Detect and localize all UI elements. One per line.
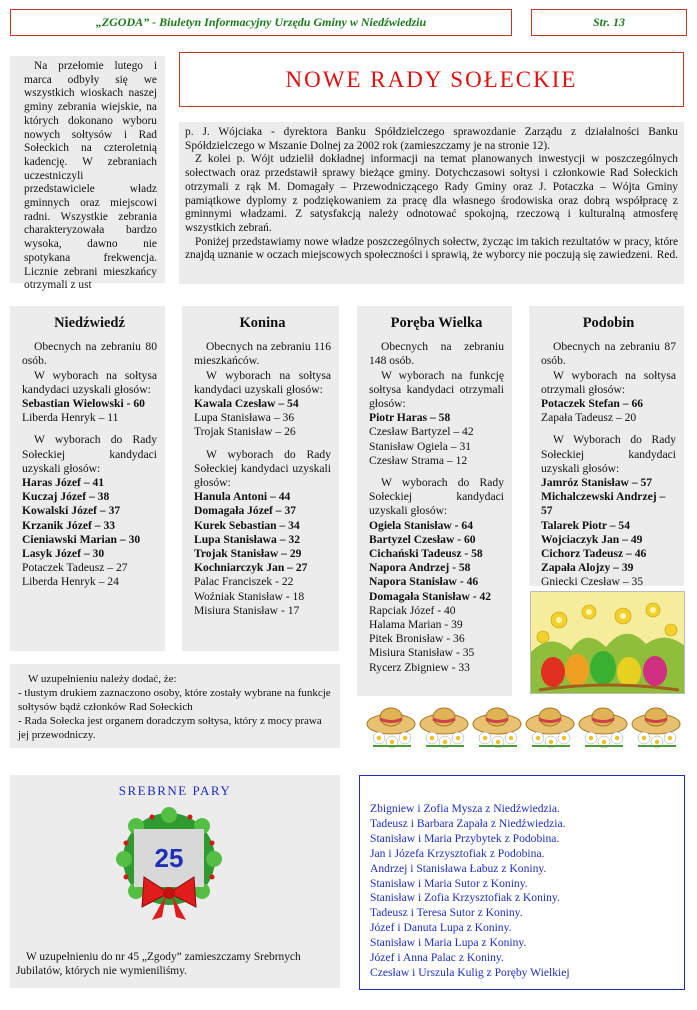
intro-text: Na przełomie lutego i marca odbyły się we wszystkich wioskach naszej gminy zebrania wiejskie, na których dokonano wyboru nowych sołtysów i Rad Sołeckich na czteroletnią kadencję. W zebraniach uczestniczyli przedstawiciele władz gminnych oraz miejscowi radni. Wszystkie zebrania charakteryzowała bardzo wysoka, dawno nie spotykana frekwencja. Licznie zebrani mieszkańcy otrzymali z ust [24,60,157,292]
council-candidate: Ogiela Stanisław - 64 [369,518,474,532]
couple-item: Stanisław i Maria Sutor z Koniny. [370,876,528,890]
header-title-box [10,9,512,36]
council-candidate: Gniecki Czesław – 35 [541,575,644,589]
article-title: NOWE RADY SOŁECKIE [285,66,578,92]
village-name: Niedźwiedź [54,315,125,331]
council-candidate: Bartyzel Czesław - 60 [369,532,476,546]
council-candidate: Napora Andrzej - 58 [369,561,471,575]
easter-eggs-image [530,591,685,694]
council-candidate: Haras Józef – 41 [22,476,105,490]
soltys-candidate: Piotr Haras – 58 [369,411,451,425]
lead-paragraph: Poniżej przedstawiamy nowe władze poszczególnych sołectw, życząc im takich rezultatów w pracy, które znajdą uznanie w oczach miejscowych społeczności i sprawią, że wyborcy nie poczują się zawiedzeni. [185,235,678,262]
spacer [369,468,504,476]
wreath-image [104,807,234,922]
supplement-note [10,664,340,748]
intro-panel [10,56,165,292]
lead-panel [179,122,684,284]
header-title: „ZGODA” - Biuletyn Informacyjny Urzędu Gminy w Niedźwiedziu [95,15,427,29]
council-candidate: Kowalski Józef – 37 [22,504,121,518]
spacer [541,425,676,433]
soltys-candidate: Czesław Bartyzel – 42 [369,425,474,439]
couple-item: Andrzej i Stanisława Łabuz z Koniny. [370,861,547,875]
couples-list [359,775,685,990]
page-number: Str. 13 [592,15,625,29]
council-candidate: Domagała Stanisław - 42 [369,589,492,603]
council-candidate: Talarek Piotr – 54 [541,518,630,532]
soltys-candidate: Czesław Strama – 12 [369,453,468,467]
council-candidate: Jamróz Stanisław – 57 [541,476,653,490]
attendance-text: Obecnych na zebraniu 87 osób. [541,340,676,368]
village-name: Poręba Wielka [390,315,483,331]
council-vote-intro: W Wyborach do Rady Sołeckiej kandydaci uzyskali głosów: [541,433,676,475]
attendance-text: Obecnych na zebraniu 80 osób. [22,340,157,368]
council-candidate: Kuczaj Józef – 38 [22,490,110,504]
council-vote-intro: W wyborach do Rady Sołeckiej kandydaci uzyskali głosów: [194,447,331,490]
silver-couples-panel [10,775,340,988]
couple-item: Tadeusz i Teresa Sutor z Koniny. [370,906,523,920]
council-candidate: Cieniawski Marian – 30 [22,532,141,546]
soltys-candidate: Sebastian Wielowski - 60 [22,397,145,411]
couple-item: Stanisław i Zofia Krzysztofiak z Koniny. [370,891,560,905]
wreath-number: 25 [154,842,184,873]
couple-item: Stanisław i Maria Lupa z Koniny. [370,936,527,950]
note-line: - Rada Sołecka jest organem doradczym sołtysa, który z mocy prawa jej przewodniczy. [18,715,322,741]
council-candidate: Kurek Sebastian – 34 [194,518,300,532]
village-column [182,306,339,651]
council-candidate: Wojciaczyk Jan – 49 [541,532,643,546]
soltys-candidate: Lupa Stanisława – 36 [194,411,295,425]
council-candidate: Misiura Stanisław - 35 [369,646,475,660]
lead-paragraph: p. J. Wójciaka - dyrektora Banku Spółdzielczego sprawozdanie Zarządu z działalności Banku Spółdzielczego w Mszanie Dolnej za 2002 rok (zamieszczamy je na stronie 12). [185,126,678,152]
couple-item: Tadeusz i Barbara Zapała z Niedźwiedzia. [370,816,566,830]
council-candidate: Trojak Stanisław – 29 [194,547,302,561]
soltys-candidate: Trojak Stanisław – 26 [194,425,296,439]
couple-item: Zbigniew i Zofia Mysza z Niedźwiedzia. [370,802,560,815]
soltys-candidate: Kawala Czesław – 54 [194,397,299,411]
council-vote-intro: W wyborach do Rady Sołeckiej kandydaci uzyskali głosów: [369,476,504,518]
council-candidate: Domagała Józef – 37 [194,504,297,518]
soltys-vote-intro: W wyborach na sołtysa kandydaci uzyskali głosów: [22,368,157,396]
straw-hats-decoration [365,702,683,752]
soltys-candidate: Liberda Henryk – 11 [22,411,119,425]
village-column [357,306,512,696]
village-column [529,306,684,589]
village-column [10,306,165,651]
council-candidate: Zapała Alojzy – 39 [541,561,634,575]
note-line: - tłustym drukiem zaznaczono osoby, które zostały wybrane na funkcje sołtysów bądź członków Rad Sołeckich [18,687,331,713]
spacer [194,440,331,448]
council-candidate: Potaczek Tadeusz – 27 [22,561,128,575]
council-candidate: Rycerz Zbigniew - 33 [369,660,470,674]
council-candidate: Hanula Antoni – 44 [194,490,291,504]
council-candidate: Lasyk Józef – 30 [22,547,105,561]
couple-item: Stanisław i Maria Przybytek z Podobina. [370,831,560,845]
attendance-text: Obecnych na zebraniu 148 osób. [369,340,504,368]
council-candidate: Cichański Tadeusz - 58 [369,547,483,561]
council-candidate: Misiura Stanisław - 17 [194,603,300,617]
easter-eggs-illustration [531,592,685,694]
council-candidate: Lupa Stanisława – 32 [194,532,300,546]
couple-item: Józef i Anna Palac z Koniny. [370,951,504,965]
soltys-candidate: Potaczek Stefan – 66 [541,397,644,411]
page-number-box [531,9,687,36]
couple-item: Czesław i Urszula Kulig z Poręby Wielkiej [370,965,570,979]
council-candidate: Kochniarczyk Jan – 27 [194,561,308,575]
council-candidate: Palac Franciszek - 22 [194,575,294,589]
soltys-vote-intro: W wyborach na sołtysa kandydaci uzyskali głosów: [194,368,331,396]
soltys-candidate: Zapała Tadeusz – 20 [541,411,637,425]
council-vote-intro: W wyborach do Rady Sołeckiej kandydaci uzyskali głosów: [22,433,157,475]
silver-footnote: W uzupełnieniu do nr 45 „Zgody” zamieszczamy Srebrnych Jubilatów, których nie wymieniliśmy. [16,951,301,977]
council-candidate: Krzanik Józef – 33 [22,518,116,532]
couple-item: Jan i Józefa Krzysztofiak z Podobina. [370,846,545,860]
council-candidate: Cichorz Tadeusz – 46 [541,547,647,561]
note-heading: W uzupełnieniu należy dodać, że: [28,673,177,685]
council-candidate: Rapciak Józef - 40 [369,603,456,617]
council-candidate: Pitek Bronisław - 36 [369,632,465,646]
soltys-candidate: Stanisław Ogiela – 31 [369,439,472,453]
council-candidate: Napora Stanisław - 46 [369,575,479,589]
straw-hats-illustration [365,702,683,752]
lead-paragraph: Z kolei p. Wójt udzielił dokładnej informacji na temat planowanych inwestycji w poszczególnych sołectwach oraz przedstawił sprawy bieżące gminy. Dotychczasowi sołtysi i członkowie Rad Sołeckich otrzymali z rąk M. Domagały – Przewodniczącego Rady Gminy oraz J. Potaczka – Wójta Gminy pamiątkowe dyplomy z podziękowaniem za pracę dla własnego środowiska oraz dobrą współpracę z gminnymi władzami. Z satysfakcją należy odnotować spokojną, rzeczową i kulturalną atmosferę wszystkich zebrań. [185,153,678,234]
soltys-vote-intro: W wyborach na funkcję sołtysa kandydaci otrzymali głosów: [369,368,504,411]
silver-title: SREBRNE PARY [118,783,232,798]
article-title-box [179,52,684,107]
spacer [22,425,157,433]
council-candidate: Michalczewski Andrzej – 57 [541,490,666,518]
village-name: Konina [239,315,286,331]
council-candidate: Liberda Henryk – 24 [22,575,119,589]
village-name: Podobin [582,315,635,331]
attendance-text: Obecnych na zebraniu 116 mieszkańców. [194,340,331,368]
lead-signature: Red. [656,249,678,262]
council-candidate: Woźniak Stanisław - 18 [194,589,305,603]
soltys-vote-intro: W wyborach na sołtysa otrzymali głosów: [541,368,676,396]
council-candidate: Halama Marian - 39 [369,618,463,632]
couple-item: Józef i Danuta Lupa z Koniny. [370,921,512,935]
